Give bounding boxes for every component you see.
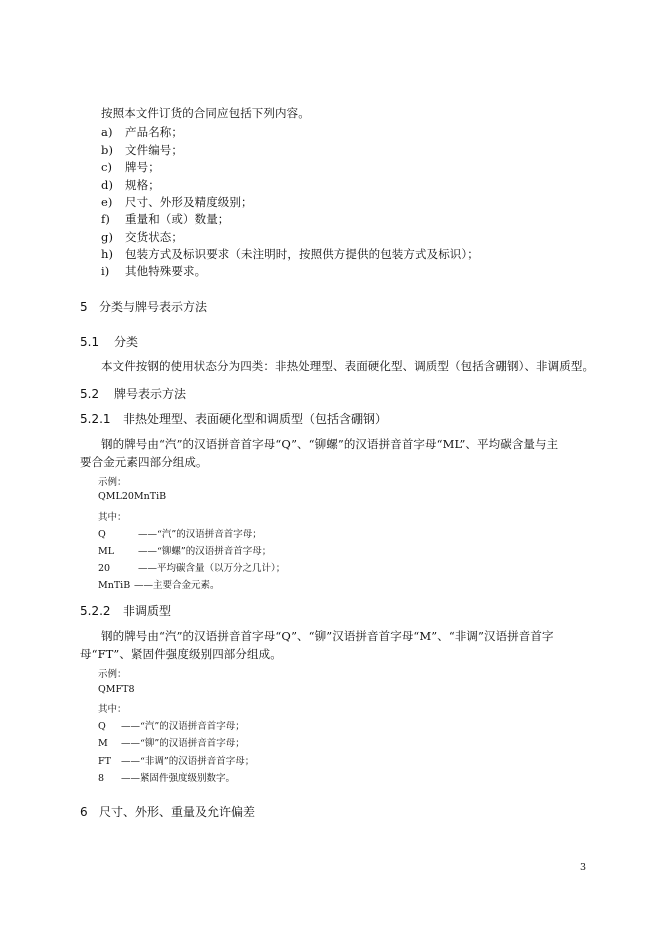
term-definition: Q ——“汽”的汉语拼音首字母； [98, 529, 262, 540]
example-code: QML20MnTiB [98, 491, 167, 502]
list-item: h) 包装方式及标识要求（未注明时，按照供方提供的包装方式及标识）； [101, 247, 479, 261]
section-5-2-heading: 5.2 牌号表示方法 [80, 387, 187, 401]
term-definition: 8 ——紧固件强度级别数字。 [98, 773, 236, 784]
section-5-heading: 5 分类与牌号表示方法 [80, 300, 208, 314]
page-number: 3 [580, 862, 587, 873]
list-item: e) 尺寸、外形及精度级别； [101, 195, 253, 209]
section-6-heading: 6 尺寸、外形、重量及允许偏差 [80, 805, 256, 819]
section-5-1-paragraph: 本文件按钢的使用状态分为四类：非热处理型、表面硬化型、调质型（包括含硼钢）、非调质型。 [101, 359, 595, 373]
term-definition: MnTiB ——主要合金元素。 [98, 580, 220, 591]
example-code: QMFT8 [98, 684, 135, 695]
section-5-2-2-heading: 5.2.2 非调质型 [80, 604, 172, 618]
section-5-2-2-paragraph-line2: 母“FT”、紧固件强度级别四部分组成。 [80, 647, 282, 661]
where-label: 其中： [98, 704, 127, 715]
section-5-2-1-paragraph-line2: 要合金元素四部分组成。 [80, 455, 208, 469]
list-item: i) 其他特殊要求。 [101, 264, 207, 278]
section-5-2-2-paragraph-line1: 钢的牌号由“汽”的汉语拼音首字母“Q”、“铆”汉语拼音首字母“M”、“非调”汉语拼音首字 [101, 629, 554, 643]
intro-text: 按照本文件订货的合同应包括下列内容。 [101, 106, 310, 120]
term-definition: ML ——“铆螺”的汉语拼音首字母； [98, 546, 272, 557]
term-definition: 20 ——平均碳含量（以万分之几计）； [98, 563, 286, 574]
list-item: b) 文件编号； [101, 143, 183, 157]
list-item: c) 牌号； [101, 160, 160, 174]
section-5-1-heading: 5.1 分类 [80, 335, 139, 349]
section-5-2-1-paragraph-line1: 钢的牌号由“汽”的汉语拼音首字母“Q”、“铆螺”的汉语拼音首字母“ML”、平均碳含量与主 [101, 437, 559, 451]
term-definition: Q ——“汽”的汉语拼音首字母； [98, 721, 245, 732]
where-label: 其中： [98, 512, 127, 523]
list-item: a) 产品名称； [101, 125, 183, 139]
list-item: f) 重量和（或）数量； [101, 212, 230, 226]
example-label: 示例： [98, 477, 127, 488]
section-5-2-1-heading: 5.2.1 非热处理型、表面硬化型和调质型（包括含硼钢） [80, 412, 388, 426]
term-definition: FT ——“非调”的汉语拼音首字母； [98, 756, 255, 767]
example-label: 示例： [98, 669, 127, 680]
term-definition: M ——“铆”的汉语拼音首字母； [98, 738, 245, 749]
list-item: g) 交货状态； [101, 230, 183, 244]
list-item: d) 规格； [101, 178, 160, 192]
